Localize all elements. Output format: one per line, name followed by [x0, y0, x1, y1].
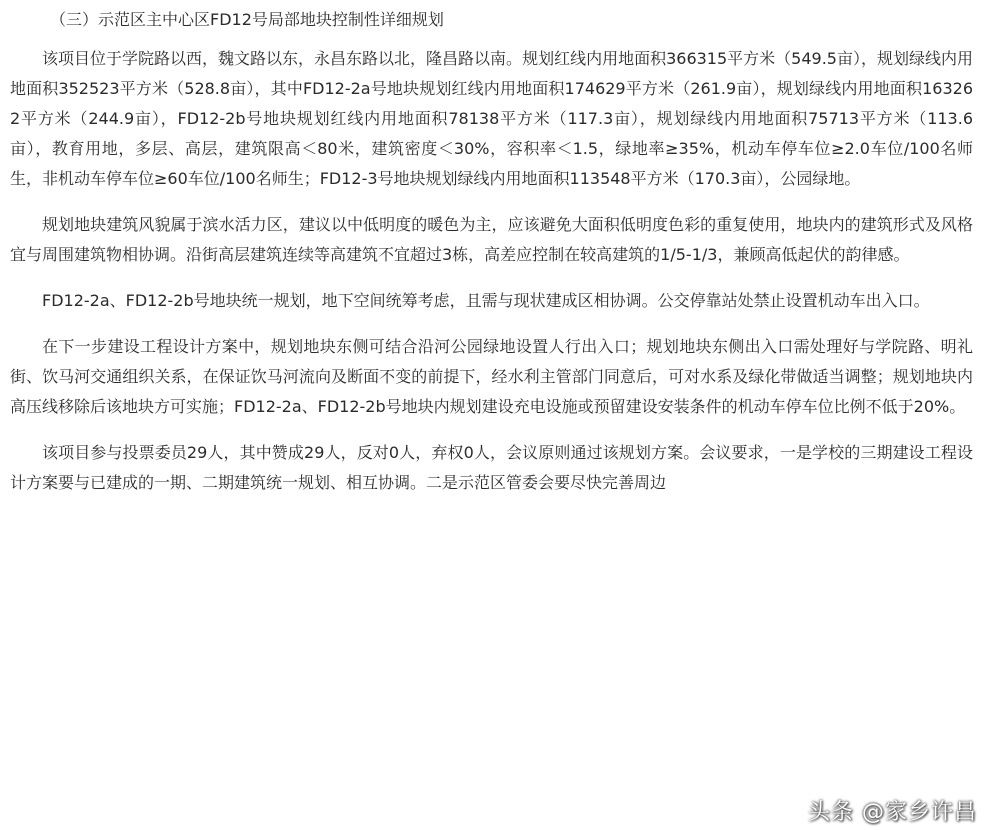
section-heading: （三）示范区主中心区FD12号局部地块控制性详细规划 — [50, 10, 444, 29]
paragraph-voting-result: 该项目参与投票委员29人，其中赞成29人，反对0人，弃权0人，会议原则通过该规划方案。会议要求，一是学校的三期建设工程设计方案要与已建成的一期、二期建筑统一规划、相互协调。二是示范区管委会要尽快完善周边 — [10, 443, 973, 492]
paragraph-design-requirements: 在下一步建设工程设计方案中，规划地块东侧可结合沿河公园绿地设置人行出入口；规划地块东侧出入口需处理好与学院路、明礼街、饮马河交通组织关系，在保证饮马河流向及断面不变的前提下，经水利主管部门同意后，可对水系及绿化带做适当调整；规划地块内高压线移除后该地块方可实施；FD12-2a、FD12-2b号地块内规划建设充电设施或预留建设安装条件的机动车停车位比例不低于20%。 — [10, 337, 973, 416]
paragraph-underground-space: FD12-2a、FD12-2b号地块统一规划，地下空间统筹考虑，且需与现状建成区相协调。公交停靠站处禁止设置机动车出入口。 — [42, 291, 930, 310]
source-watermark: 头条 @家乡许昌 — [808, 800, 977, 825]
paragraph-location-area: 该项目位于学院路以西，魏文路以东，永昌东路以北，隆昌路以南。规划红线内用地面积366315平方米（549.5亩），规划绿线内用地面积352523平方米（528.8亩），其中FD12-2a号地块规划红线内用地面积174629平方米（261.9亩），规划绿线内用地面积163262平方米（244.9亩），FD12-2b号地块规划红线内用地面积78138平方米（117.3亩），规划绿线内用地面积75713平方米（113.6亩），教育用地，多层、高层，建筑限高＜80米，建筑密度＜30%，容积率＜1.5，绿地率≥35%，机动车停车位≥2.0车位/100名师生，非机动车停车位≥60车位/100名师生；FD12-3号地块规划绿线内用地面积113548平方米（170.3亩），公园绿地。 — [10, 49, 973, 188]
paragraph-architectural-style: 规划地块建筑风貌属于滨水活力区，建议以中低明度的暖色为主，应该避免大面积低明度色彩的重复使用，地块内的建筑形式及风格宜与周围建筑物相协调。沿街高层建筑连续等高建筑不宜超过3栋，高差应控制在较高建筑的1/5-1/3，兼顾高低起伏的韵律感。 — [10, 215, 973, 264]
